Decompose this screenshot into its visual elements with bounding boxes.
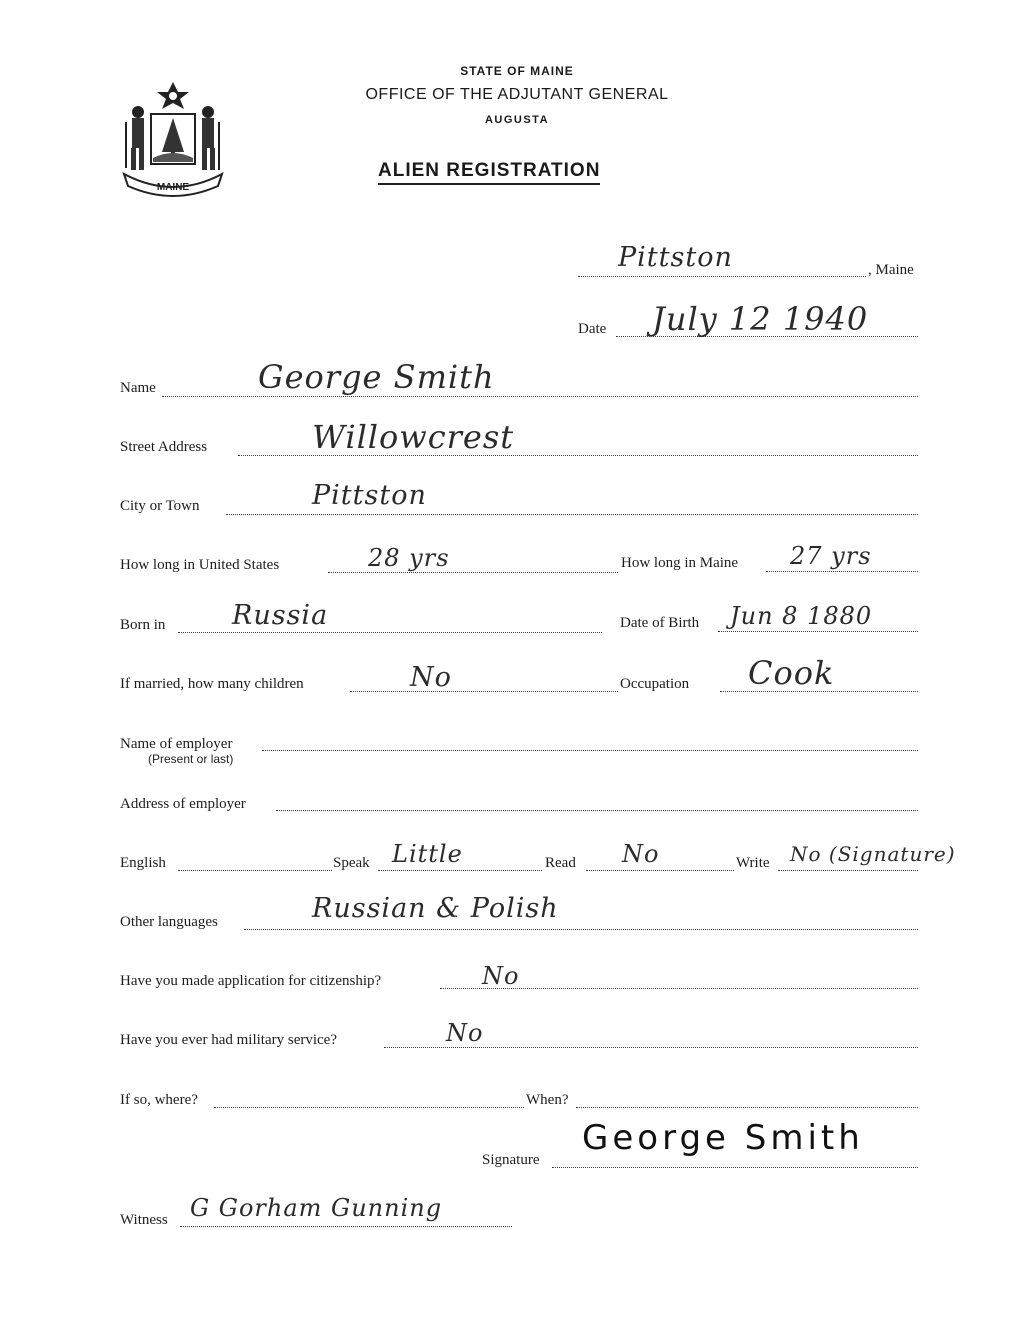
street-value: Willowcrest xyxy=(312,418,515,456)
name-label: Name xyxy=(120,380,156,396)
employer-label: Name of employer xyxy=(120,736,233,752)
office-heading: OFFICE OF THE ADJUTANT GENERAL xyxy=(365,86,669,103)
read-value: No xyxy=(622,840,660,868)
signature-label: Signature xyxy=(482,1152,540,1168)
citizenship-label: Have you made application for citizenship? xyxy=(120,973,382,989)
occupation-label: Occupation xyxy=(620,676,690,692)
form-title: ALIEN REGISTRATION xyxy=(378,160,600,185)
write-value: No (Signature) xyxy=(790,842,956,866)
other-languages-value: Russian & Polish xyxy=(312,893,559,924)
other-languages-label: Other languages xyxy=(120,914,218,930)
state-heading: STATE OF MAINE xyxy=(460,64,574,78)
dob-label: Date of Birth xyxy=(620,615,700,631)
dob-value: Jun 8 1880 xyxy=(730,602,873,630)
children-value: No xyxy=(410,662,452,693)
military-label: Have you ever had military service? xyxy=(120,1032,337,1048)
write-label: Write xyxy=(736,855,770,871)
citizenship-value: No xyxy=(482,962,520,990)
military-value: No xyxy=(446,1019,484,1047)
english-label: English xyxy=(120,855,166,871)
us-label: How long in United States xyxy=(120,557,280,573)
city-value: Pittston xyxy=(312,480,427,511)
born-value: Russia xyxy=(232,600,329,631)
children-label: If married, how many children xyxy=(120,676,304,692)
read-label: Read xyxy=(545,855,576,871)
name-value: George Smith xyxy=(258,358,495,396)
where-label: If so, where? xyxy=(120,1092,198,1108)
when-label: When? xyxy=(526,1092,569,1108)
town-value: Pittston xyxy=(618,242,733,273)
occupation-value: Cook xyxy=(748,654,835,692)
maine-state-seal xyxy=(118,78,228,202)
date-label: Date xyxy=(578,321,607,337)
maine-label: , Maine xyxy=(868,262,914,278)
witness-value: G Gorham Gunning xyxy=(190,1194,443,1222)
seal-banner-text: MAINE xyxy=(156,182,190,193)
maine-long-value: 27 yrs xyxy=(790,542,872,570)
us-value: 28 yrs xyxy=(368,544,450,572)
date-value: July 12 1940 xyxy=(652,300,869,338)
city-heading: AUGUSTA xyxy=(484,114,550,126)
speak-value: Little xyxy=(392,840,463,868)
born-label: Born in xyxy=(120,617,166,633)
speak-label: Speak xyxy=(333,855,370,871)
city-label: City or Town xyxy=(120,498,200,514)
employer-address-label: Address of employer xyxy=(120,796,246,812)
employer-sublabel: (Present or last) xyxy=(148,752,234,766)
maine-long-label: How long in Maine xyxy=(621,555,739,571)
witness-label: Witness xyxy=(120,1212,168,1228)
signature-value: George Smith xyxy=(582,1118,864,1158)
street-label: Street Address xyxy=(120,439,208,455)
